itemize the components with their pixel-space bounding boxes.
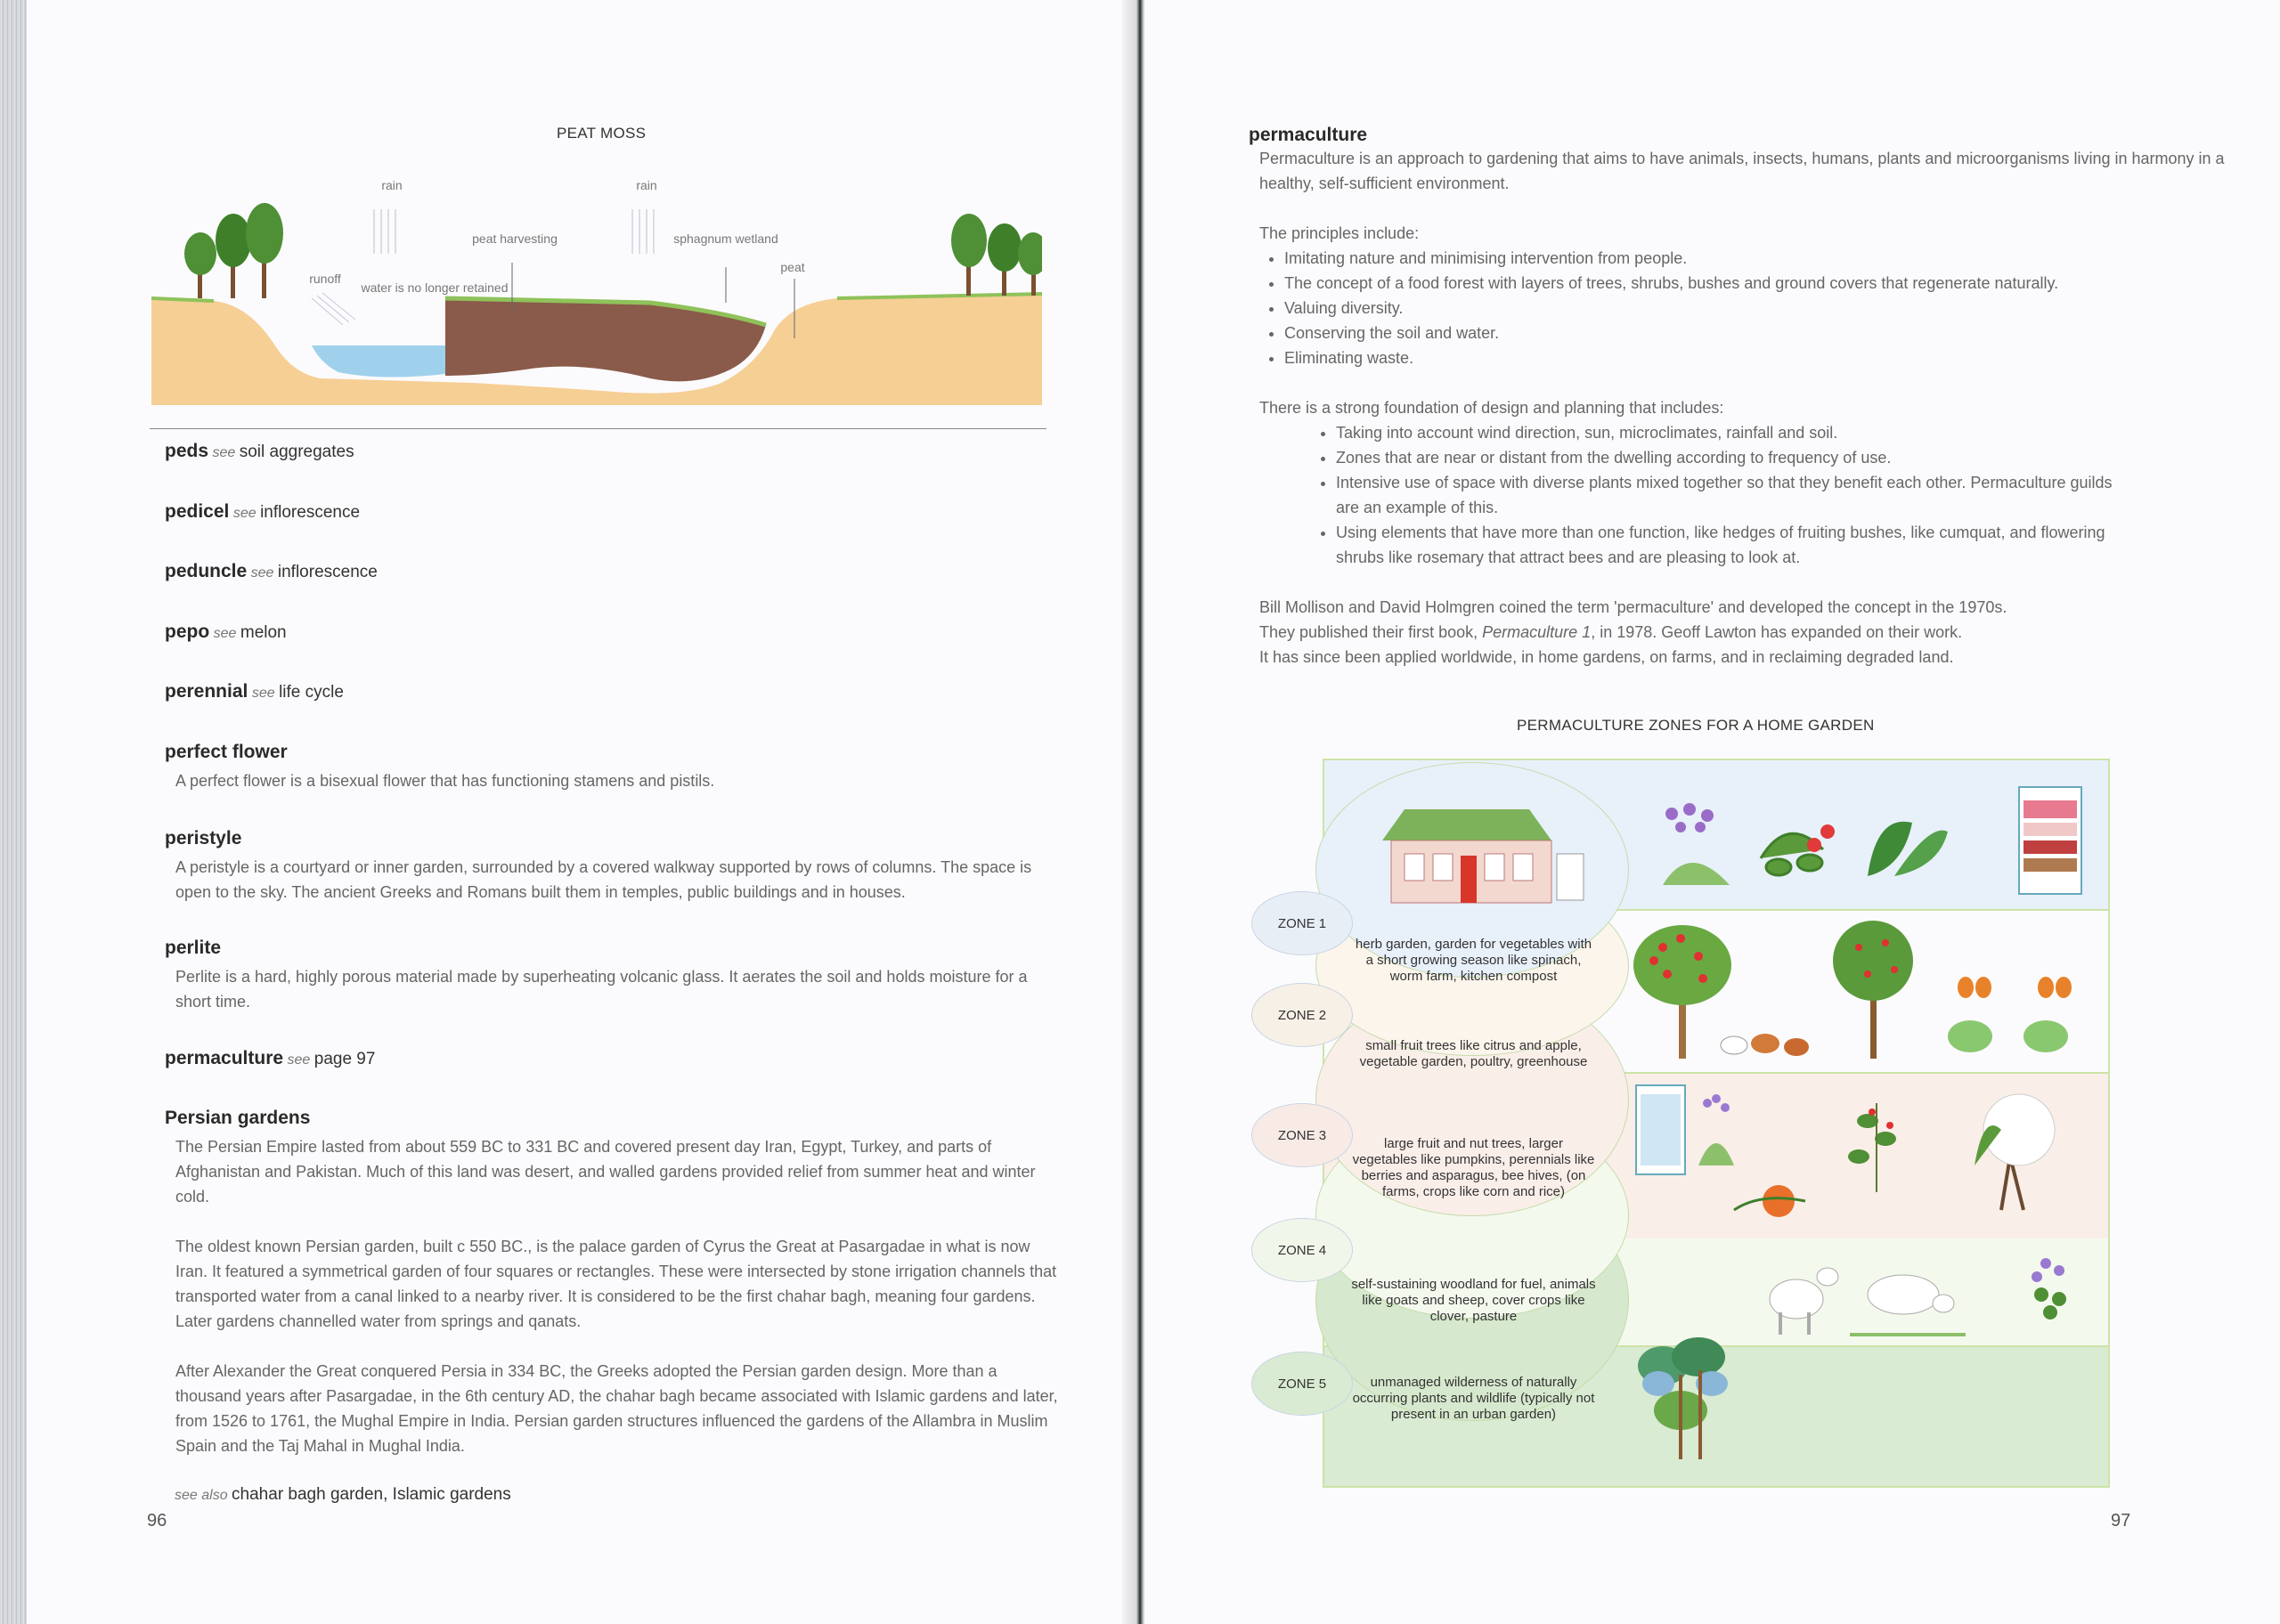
list-item: • Valuing diversity. [1284, 296, 2228, 321]
cross-ref: melon [240, 623, 287, 642]
list-item: • Zones that are near or distant from the dwelling according to frequency of use. [1336, 445, 2120, 470]
zone1-plants [1645, 778, 2099, 903]
term: Persian gardens [165, 1108, 311, 1128]
cross-ref: page 97 [314, 1050, 376, 1068]
zone5-trees [1636, 1330, 1743, 1464]
zones-caption: PERMACULTURE ZONES FOR A HOME GARDEN [1517, 717, 1875, 734]
cross-ref: life cycle [279, 683, 344, 702]
history-line [1259, 620, 2228, 645]
page-number-left: 96 [147, 1511, 167, 1531]
book-title: Permaculture 1 [1482, 623, 1592, 641]
zone-2-label: ZONE 2 [1251, 983, 1353, 1047]
peat-moss-diagram [151, 169, 1042, 410]
cross-ref: soil aggregates [239, 443, 354, 461]
entry-persian-gardens [165, 1108, 1064, 1483]
definition [175, 1134, 1064, 1458]
see-label: see [232, 506, 256, 521]
zone-2-description: small fruit trees like citrus and apple, vegetable garden, poultry, greenhouse [1359, 1038, 1588, 1069]
see-label: see [251, 686, 275, 701]
rain-lines-1 [374, 209, 395, 254]
intro-text: Permaculture is an approach to gardening that aims to have animals, insects, humans, plants and microorganisms living in harmony in a healthy, self-sufficient environment. [1259, 150, 2225, 192]
term: permaculture [1249, 125, 1368, 145]
zone-5-label: ZONE 5 [1251, 1352, 1353, 1416]
entry-perennial [165, 681, 1064, 702]
term: perlite [165, 938, 222, 958]
definition: A peristyle is a courtyard or inner garden, surrounded by a covered walkway supported by rows of columns. The space is open to the sky. The ancient Greeks and Romans built them in temples, public buildings and in houses. [175, 858, 1032, 901]
term: perennial [165, 681, 248, 702]
right-page [1144, 0, 2280, 1624]
paragraph: The Persian Empire lasted from about 559 BC to 331 BC and covered present day Iran, Egypt, Turkey, and parts of Afghanistan and Pakistan. Much of this land was desert, and walled gardens provided relief from summer heat and winter cold. [175, 1138, 1036, 1206]
peat-layer [445, 298, 766, 381]
term: permaculture [165, 1048, 284, 1068]
zone3-plants [1627, 1076, 2108, 1237]
left-page [27, 0, 1136, 1624]
entry-perfect-flower [165, 742, 1064, 793]
term: pedicel [165, 501, 230, 522]
list-item: • Intensive use of space with diverse plants mixed together so that they benefit each other. Permaculture guilds are an example of this. [1336, 470, 2120, 520]
peat-moss-caption: PEAT MOSS [557, 125, 647, 142]
divider-rule [150, 428, 1046, 429]
label-water: water is no longer retained [361, 280, 509, 295]
zone-1-description: herb garden, garden for vegetables with a short growing season like spinach, worm farm, kitchen compost [1355, 937, 1592, 984]
term: pepo [165, 621, 210, 642]
see-label: see [213, 626, 237, 641]
term: peristyle [165, 828, 242, 849]
water-area [312, 345, 445, 378]
trees-right [951, 214, 1042, 296]
list-item: • Imitating nature and minimising intervention from people. [1284, 246, 2228, 271]
history-line: Bill Mollison and David Holmgren coined the term 'permaculture' and developed the concept in the 1970s. [1259, 598, 2007, 616]
list-item: • Taking into account wind direction, sun, microclimates, rainfall and soil. [1336, 420, 2120, 445]
term: peds [165, 441, 209, 461]
label-rain-1: rain [381, 178, 403, 192]
see-also-label: see also [175, 1488, 228, 1503]
list-item: • The concept of a food forest with layers of trees, shrubs, bushes and ground covers that regenerate naturally. [1284, 271, 2228, 296]
label-peat-harvesting: peat harvesting [472, 231, 558, 246]
page-number-right: 97 [2111, 1511, 2131, 1531]
house-illustration [1373, 800, 1587, 907]
history-part: They published their first book, [1259, 623, 1483, 641]
zone-4-label: ZONE 4 [1251, 1218, 1353, 1282]
label-rain-2: rain [636, 178, 657, 192]
principles-intro: The principles include: [1259, 224, 1420, 242]
zone-3-label: ZONE 3 [1251, 1103, 1353, 1167]
entry-peduncle [165, 561, 1064, 582]
list-item: • Eliminating waste. [1284, 345, 2228, 370]
zone-4-description: self-sustaining woodland for fuel, animals like goats and sheep, cover crops like clover, pasture [1351, 1277, 1596, 1324]
runoff-lines [312, 293, 355, 325]
history-text [1259, 595, 2228, 670]
paragraph: After Alexander the Great conquered Persia in 334 BC, the Greeks adopted the Persian garden design. More than a thousand years after Pasargadae, in the 6th century AD, the chahar bagh became associated with Islamic gardens and later, from 1526 to 1761, the Mughal Empire in India. Persian garden structures influenced the gardens of the Allambra in Muslim Spain and the Taj Mahal in Mughal India. [175, 1362, 1058, 1455]
zone-3-description: large fruit and nut trees, larger vegetables like pumpkins, perennials like berries and asparagus, bee hives, (on farms, crops like corn and rice) [1352, 1136, 1595, 1199]
see-label: see [287, 1052, 311, 1068]
label-runoff: runoff [309, 272, 341, 286]
cross-ref: inflorescence [277, 563, 378, 581]
see-also-line [175, 1485, 511, 1505]
list-item: • Using elements that have more than one function, like hedges of fruiting bushes, like cumquat, and flowering shrubs like rosemary that attract bees and are pleasing to look at. [1336, 520, 2120, 570]
zone4-animals [1752, 1246, 2108, 1344]
permaculture-entry [1249, 125, 2228, 670]
see-also-ref: chahar bagh garden, Islamic gardens [232, 1485, 511, 1504]
trees-left [184, 203, 283, 298]
definition: Perlite is a hard, highly porous material made by superheating volcanic glass. It aerates the soil and holds moisture for a short time. [175, 968, 1028, 1011]
zone2-plants [1627, 912, 2108, 1068]
paragraph: The oldest known Persian garden, built c 550 BC., is the palace garden of Cyrus the Great at Pasargadae in what is now Iran. It featured a symmetrical garden of four squares or rectangles. These were intersected by stone irrigation channels that transported water from a canal linked to a nearby river. It is considered to be the first chahar bagh, meaning four gardens. Later gardens channelled water from springs and qanats. [175, 1238, 1057, 1330]
definition: A perfect flower is a bisexual flower that has functioning stamens and pistils. [175, 772, 715, 790]
entry-pepo [165, 621, 1064, 643]
list-item: • Conserving the soil and water. [1284, 321, 2228, 345]
entry-permaculture-ref [165, 1048, 1064, 1069]
label-peat: peat [780, 260, 805, 274]
see-label: see [212, 445, 236, 460]
design-list [1311, 420, 2120, 570]
term: perfect flower [165, 742, 288, 762]
see-label: see [250, 565, 274, 581]
page-edges [0, 0, 27, 1624]
zone-5-description: unmanaged wilderness of naturally occurring plants and wildlife (typically not present in an urban garden) [1352, 1375, 1595, 1422]
zone-1-label: ZONE 1 [1251, 891, 1353, 955]
label-sphagnum: sphagnum wetland [673, 231, 778, 246]
design-intro: There is a strong foundation of design and planning that includes: [1259, 399, 1724, 417]
zones-diagram [1323, 759, 2110, 1488]
principles-list [1259, 246, 2228, 370]
entry-pedicel [165, 501, 1064, 523]
history-line: It has since been applied worldwide, in home gardens, on farms, and in reclaiming degraded land. [1259, 648, 1954, 666]
entry-peds [165, 441, 1064, 462]
rain-lines-2 [632, 209, 654, 254]
cross-ref: inflorescence [260, 503, 361, 522]
entry-peristyle [165, 828, 1064, 905]
entry-perlite [165, 938, 1064, 1014]
term: peduncle [165, 561, 248, 581]
history-part: , in 1978. Geoff Lawton has expanded on their work. [1591, 623, 1963, 641]
